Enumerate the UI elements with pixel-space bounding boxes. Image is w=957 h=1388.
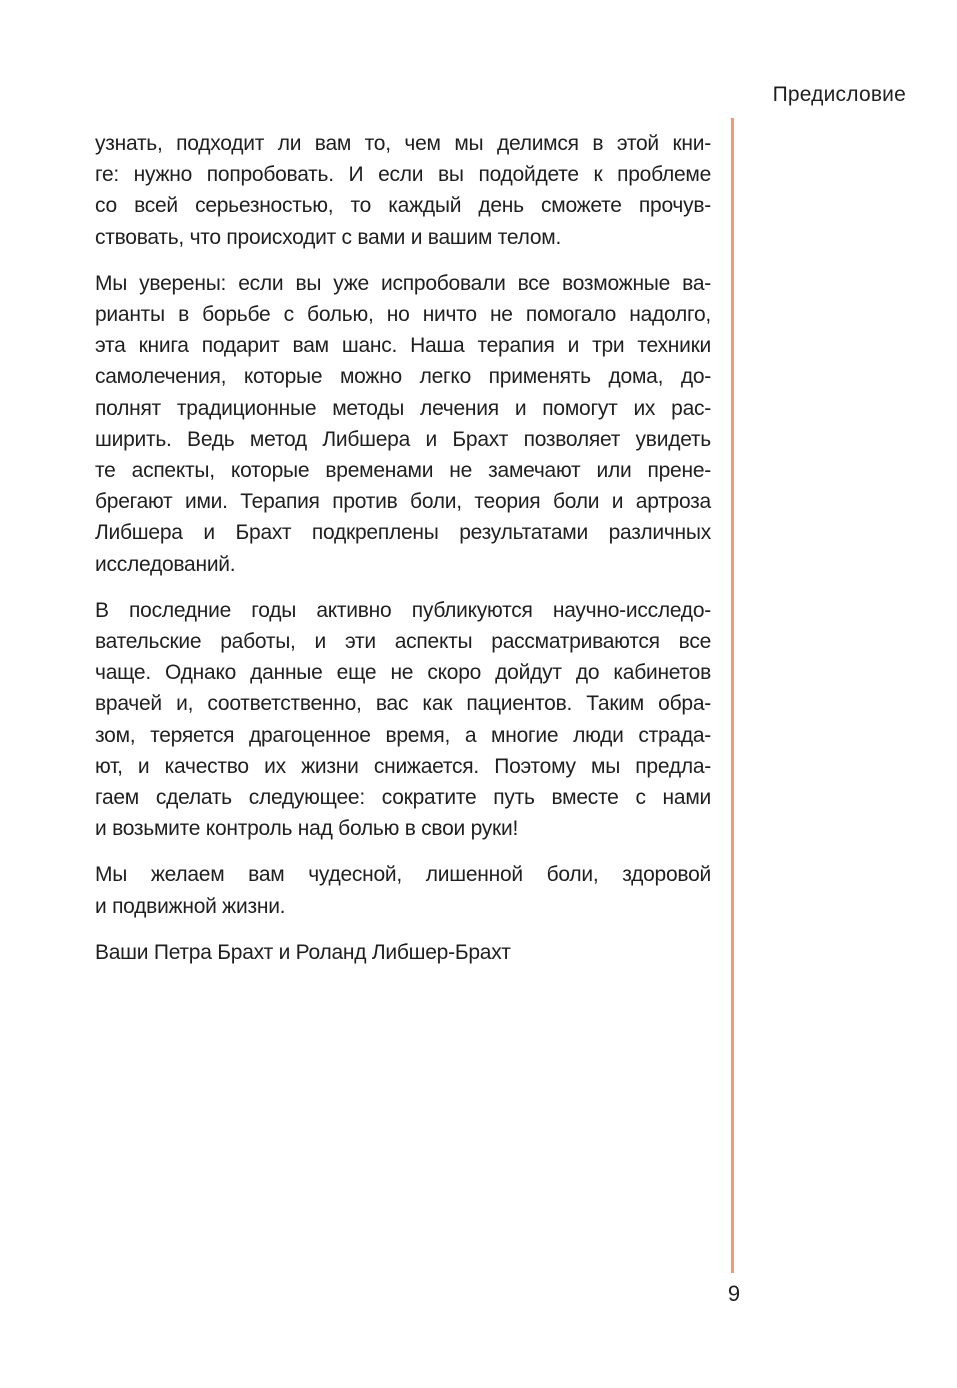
text-line: самолечения, которые можно легко применять дома, до- [95, 365, 711, 389]
paragraph [95, 268, 711, 580]
text-line: Мы желаем вам чудесной, лишенной боли, здоровой [95, 863, 711, 887]
text-line: исследований. [95, 552, 236, 576]
text-line: ге: нужно попробовать. И если вы подойдете к проблеме [95, 163, 711, 187]
running-header: Предисловие [772, 83, 906, 106]
text-line: ширить. Ведь метод Либшера и Брахт позволяет увидеть [95, 427, 711, 451]
paragraph [95, 859, 711, 921]
paragraph [95, 595, 711, 845]
text-line: те аспекты, которые временами не замечают или прене- [95, 459, 711, 483]
text-line: со всей серьезностью, то каждый день сможете прочув- [95, 194, 711, 218]
signature-line: Ваши Петра Брахт и Роланд Либшер-Брахт [95, 940, 511, 964]
text-line: эта книга подарит вам шанс. Наша терапия и три техники [95, 334, 711, 358]
text-line: и подвижной жизни. [95, 894, 286, 918]
text-line: узнать, подходит ли вам то, чем мы делимся в этой кни- [95, 132, 711, 155]
margin-rule [731, 118, 734, 1273]
text-line: ют, и качество их жизни снижается. Поэтому мы предла- [95, 754, 711, 778]
text-line: Мы уверены: если вы уже испробовали все возможные ва- [95, 271, 711, 295]
text-line: Либшера и Брахт подкреплены результатами различных [95, 521, 711, 545]
text-line: чаще. Однако данные еще не скоро дойдут до кабинетов [95, 661, 711, 685]
text-line: врачей и, соответственно, вас как пациентов. Таким обра- [95, 692, 711, 716]
body-text [95, 128, 711, 983]
text-line: и возьмите контроль над болью в свои руки! [95, 817, 519, 841]
page-number: 9 [727, 1281, 741, 1306]
text-line: ствовать, что происходит с вами и вашим телом. [95, 225, 562, 249]
text-line: полнят традиционные методы лечения и помогут их рас- [95, 396, 711, 420]
signature-paragraph [95, 937, 711, 968]
text-line: вательские работы, и эти аспекты рассматриваются все [95, 630, 711, 654]
text-line: зом, теряется драгоценное время, а многие люди страда- [95, 723, 711, 747]
text-line: брегают ими. Терапия против боли, теория боли и артроза [95, 490, 711, 514]
text-line: гаем сделать следующее: сократите путь вместе с нами [95, 786, 711, 810]
paragraph [95, 128, 711, 253]
text-line: В последние годы активно публикуются научно-исследо- [95, 598, 711, 622]
text-line: рианты в борьбе с болью, но ничто не помогало надолго, [95, 303, 711, 327]
